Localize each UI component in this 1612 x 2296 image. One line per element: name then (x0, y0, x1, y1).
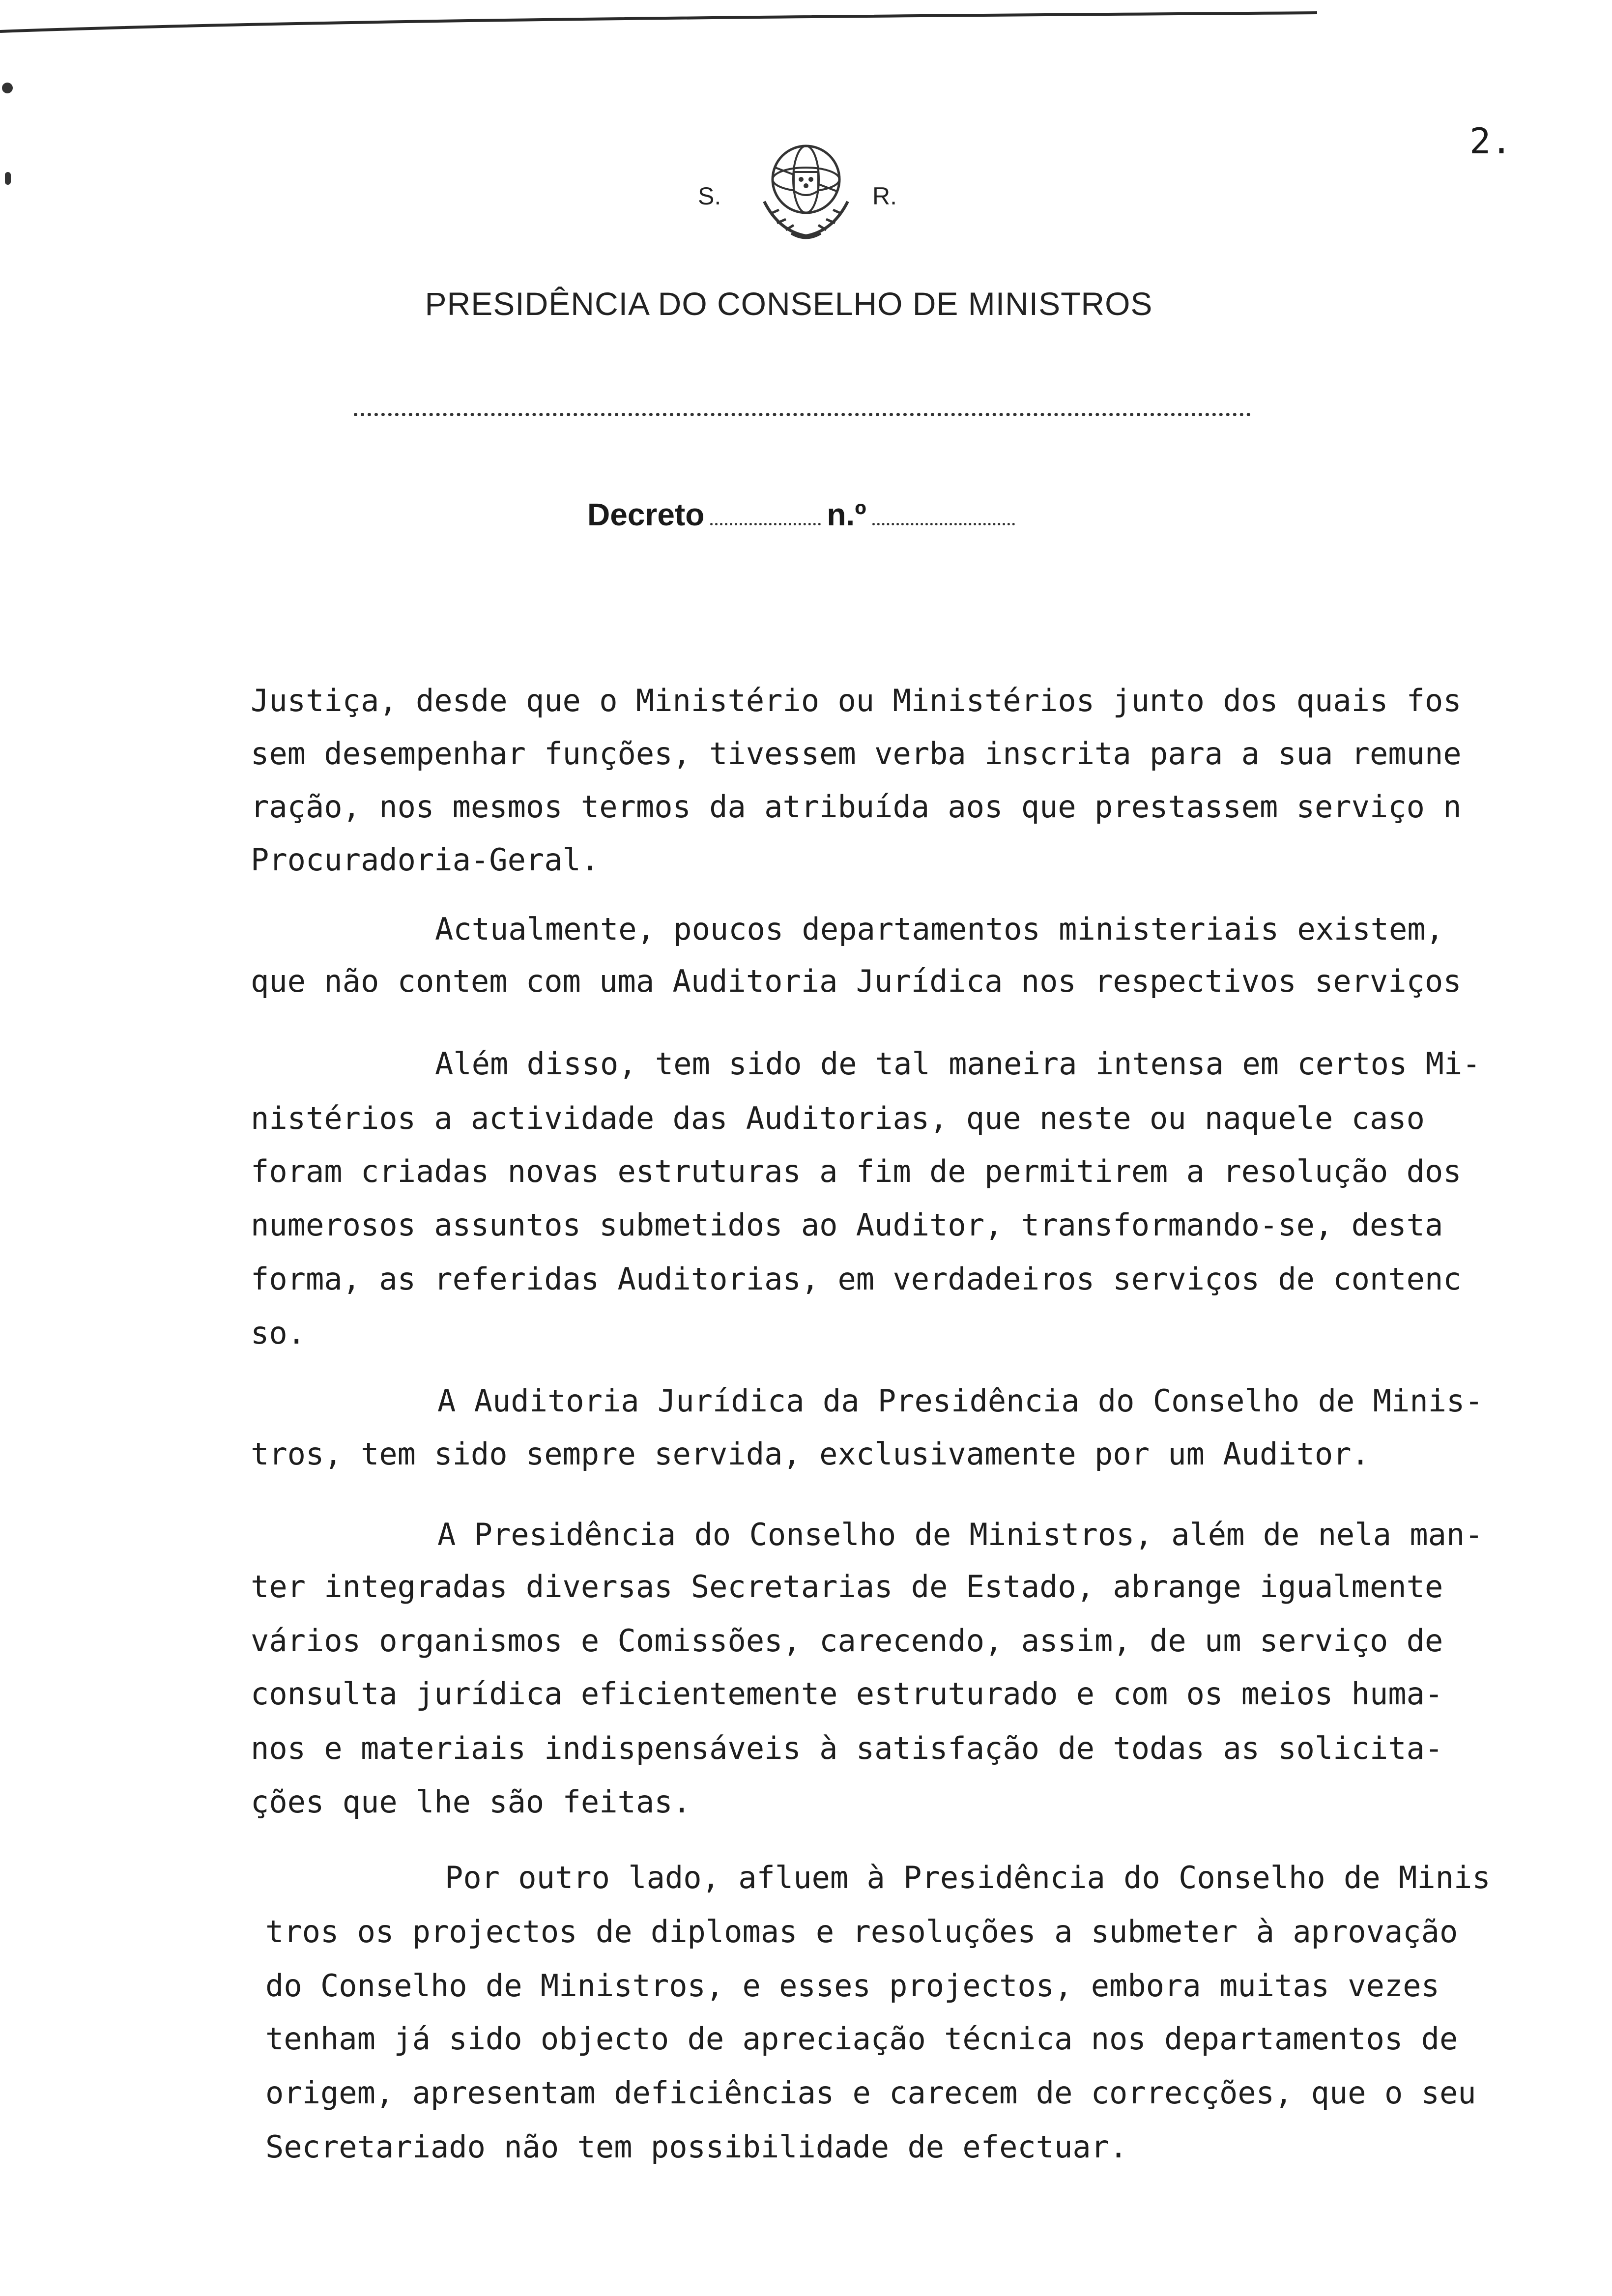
text-line: do Conselho de Ministros, e esses projectos, embora muitas vezes (265, 1968, 1439, 2004)
text-line: numerosos assuntos submetidos ao Auditor, transformando-se, desta (251, 1207, 1443, 1243)
text-line: que não contem com uma Auditoria Jurídica nos respectivos serviços (251, 963, 1462, 999)
text-line: origem, apresentam deficiências e carecem de correcções, que o seu (265, 2075, 1476, 2111)
text-line: tros, tem sido sempre servida, exclusivamente por um Auditor. (251, 1436, 1370, 1472)
text-line: A Presidência do Conselho de Ministros, além de nela man- (437, 1517, 1483, 1552)
seal-letter-left: S. (698, 182, 721, 210)
text-line: vários organismos e Comissões, carecendo, assim, de um serviço de (251, 1623, 1443, 1659)
decree-number-label: n.º (827, 497, 866, 532)
page-number: 2. (1469, 120, 1512, 162)
text-line: Actualmente, poucos departamentos ministeriais existem, (435, 911, 1444, 947)
text-line: ter integradas diversas Secretarias de Estado, abrange igualmente (251, 1569, 1443, 1605)
text-line: sem desempenhar funções, tivessem verba inscrita para a sua remune (251, 736, 1462, 772)
text-line: Justiça, desde que o Ministério ou Ministérios junto dos quais fos (251, 683, 1462, 718)
text-line: Secretariado não tem possibilidade de efectuar. (265, 2129, 1128, 2165)
institution-heading: PRESIDÊNCIA DO CONSELHO DE MINISTROS (425, 286, 1153, 322)
text-line: Procuradoria-Geral. (251, 842, 600, 878)
text-line: ções que lhe são feitas. (251, 1784, 691, 1820)
seal-letter-right: R. (872, 182, 897, 210)
text-line: Por outro lado, afluem à Presidência do Conselho de Minis (445, 1860, 1491, 1895)
text-line: tros os projectos de diplomas e resoluções a submeter à aprovação (265, 1914, 1458, 1950)
text-line: Além disso, tem sido de tal maneira intensa em certos Mi- (435, 1046, 1481, 1082)
text-line: so. (251, 1315, 306, 1351)
text-line: consulta jurídica eficientemente estruturado e com os meios huma- (251, 1676, 1443, 1712)
decree-label: Decreto (587, 497, 705, 532)
text-line: ração, nos mesmos termos da atribuída aos que prestassem serviço n (251, 789, 1462, 825)
text-line: forma, as referidas Auditorias, em verdadeiros serviços de contenc (251, 1261, 1462, 1297)
text-line: tenham já sido objecto de apreciação técnica nos departamentos de (265, 2021, 1458, 2057)
text-line: nistérios a actividade das Auditorias, que neste ou naquele caso (251, 1100, 1425, 1136)
text-line: nos e materiais indispensáveis à satisfação de todas as solicita- (251, 1730, 1443, 1766)
text-line: A Auditoria Jurídica da Presidência do Conselho de Minis- (437, 1383, 1483, 1419)
text-line: foram criadas novas estruturas a fim de permitirem a resolução dos (251, 1153, 1462, 1189)
